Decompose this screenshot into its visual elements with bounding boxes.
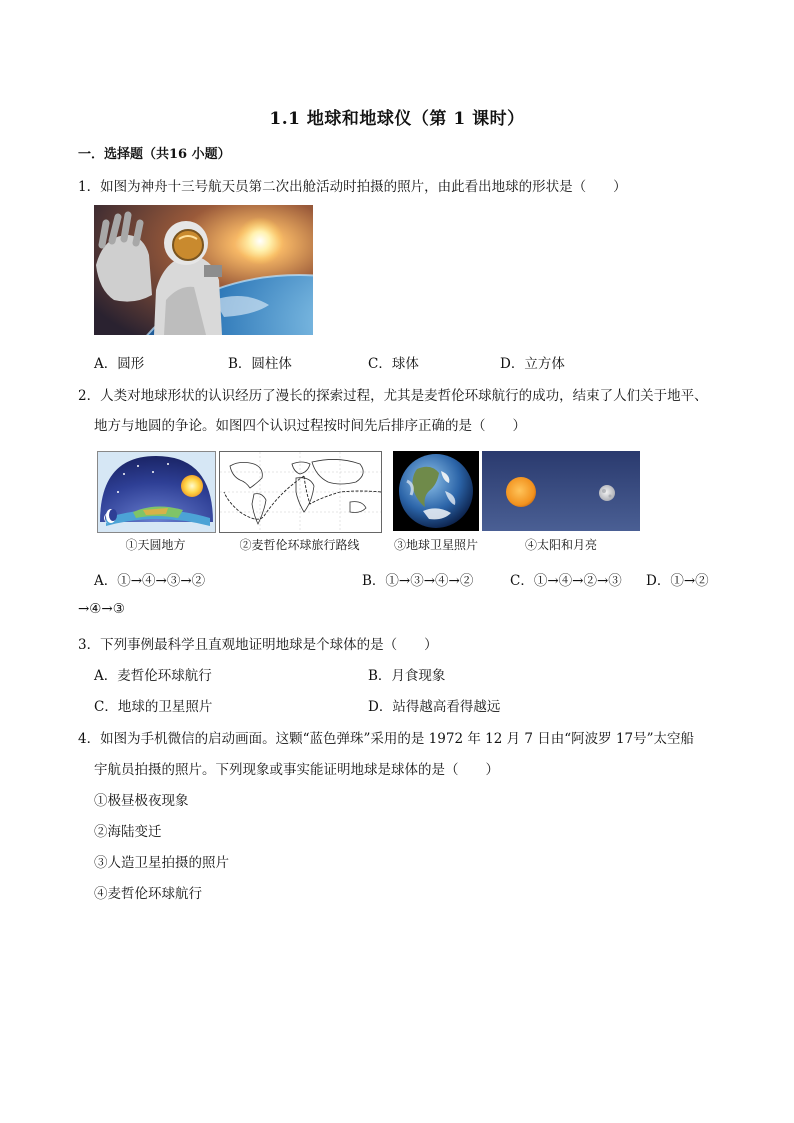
- q4-item-3: ③人造卫星拍摄的照片: [94, 855, 229, 871]
- caption-2: ②麦哲伦环球旅行路线: [239, 538, 360, 552]
- q2-option-a: A．①→④→③→②: [94, 573, 206, 589]
- section-heading: 一．选择题（共16 小题）: [78, 147, 231, 162]
- question-4-stem-line2: 宇航员拍摄的照片。下列现象或事实能证明地球是球体的是（ ）: [94, 762, 499, 778]
- q3-option-d: D．站得越高看得越远: [368, 699, 501, 715]
- dome-heaven-flat-earth-image: [97, 451, 216, 533]
- page-title: 1.1 地球和地球仪（第 1 课时）: [269, 109, 525, 129]
- question-3-stem: 3．下列事例最科学且直观地证明地球是个球体的是（ ）: [78, 637, 438, 653]
- astronaut-earth-photo: [94, 205, 313, 335]
- sun-and-moon-image: [482, 451, 640, 531]
- q1-option-b: B．圆柱体: [228, 356, 292, 372]
- q2-option-d: D．①→②: [646, 573, 709, 589]
- q1-option-d: D．立方体: [500, 356, 565, 372]
- question-2-stem-line2: 地方与地圆的争论。如图四个认识过程按时间先后排序正确的是（ ）: [94, 418, 526, 434]
- q3-option-a: A．麦哲伦环球航行: [94, 668, 212, 684]
- caption-4: ④太阳和月亮: [524, 538, 597, 552]
- q4-item-2: ②海陆变迁: [94, 824, 162, 840]
- q2-option-b: B．①→③→④→②: [362, 573, 474, 589]
- caption-1: ①天圆地方: [125, 538, 186, 552]
- q4-item-4: ④麦哲伦环球航行: [94, 886, 202, 902]
- q1-option-c: C．球体: [368, 356, 419, 372]
- q3-option-b: B．月食现象: [368, 668, 446, 684]
- q4-item-1: ①极昼极夜现象: [94, 793, 189, 809]
- magellan-route-map-image: [219, 451, 382, 533]
- q1-option-a: A．圆形: [94, 356, 145, 372]
- caption-3: ③地球卫星照片: [393, 538, 478, 552]
- q2-option-c: C．①→④→②→③: [510, 573, 622, 589]
- question-1-stem: 1．如图为神舟十三号航天员第二次出舱活动时拍摄的照片，由此看出地球的形状是（ ）: [78, 179, 627, 195]
- earth-satellite-photo-image: [393, 451, 479, 531]
- question-4-stem-line1: 4．如图为手机微信的启动画面。这颗“蓝色弹珠”采用的是 1972 年 12 月 7 日由“阿波罗 17号”太空船: [78, 731, 695, 747]
- q2-option-d-continued: →④→③: [78, 601, 125, 617]
- q3-option-c: C．地球的卫星照片: [94, 699, 213, 715]
- question-2-stem-line1: 2．人类对地球形状的认识经历了漫长的探索过程，尤其是麦哲伦环球航行的成功，结束了人们关于地平、: [78, 388, 708, 404]
